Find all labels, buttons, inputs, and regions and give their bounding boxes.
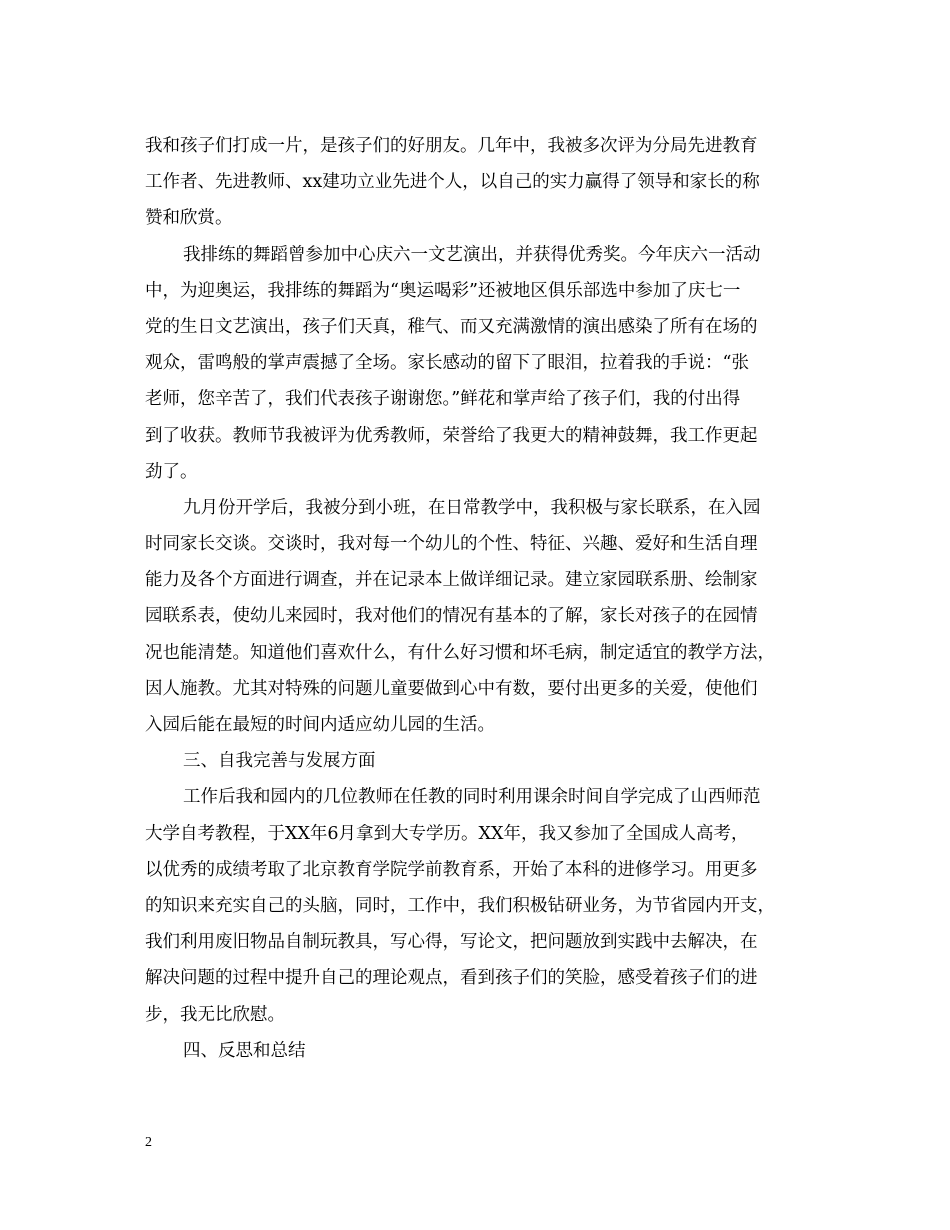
paragraph-first-line: 工作后我和园内的几位教师在任教的同时利用课余时间自学完成了山西师范 bbox=[183, 787, 761, 808]
text-line: 我们利用废旧物品自制玩教具，写心得，写论文，把问题放到实践中去解决，在 bbox=[145, 932, 758, 953]
text-line: 老师，您辛苦了，我们代表孩子谢谢您。”鲜花和掌声给了孩子们，我的付出得 bbox=[145, 389, 741, 410]
text-line: 入园后能在最短的时间内适应幼儿园的生活。 bbox=[145, 715, 495, 735]
text-line: 因人施教。尤其对特殊的问题儿童要做到心中有数，要付出更多的关爱，使他们 bbox=[145, 678, 758, 699]
text-line: 况也能清楚。知道他们喜欢什么，有什么好习惯和坏毛病，制定适宜的教学方法， bbox=[145, 642, 775, 663]
text-line: 的知识来充实自己的头脑，同时，工作中，我们积极钻研业务，为节省园内开支， bbox=[145, 895, 775, 916]
section-heading: 四、反思和总结 bbox=[183, 1040, 306, 1061]
text-line: 园联系表，使幼儿来园时，我对他们的情况有基本的了解，家长对孩子的在园情 bbox=[145, 606, 758, 627]
body-text bbox=[145, 128, 810, 1069]
text-line: 中，为迎奥运，我排练的舞蹈为“奥运喝彩”还被地区俱乐部选中参加了庆七一 bbox=[145, 280, 741, 301]
paragraph-first-line: 我排练的舞蹈曾参加中心庆六一文艺演出，并获得优秀奖。今年庆六一活动 bbox=[183, 244, 761, 265]
section-heading: 三、自我完善与发展方面 bbox=[183, 751, 376, 772]
text-line: 赞和欣赏。 bbox=[145, 208, 233, 229]
paragraph-first-line: 九月份开学后，我被分到小班，在日常教学中，我积极与家长联系，在入园 bbox=[183, 497, 761, 518]
text-line: 步，我无比欣慰。 bbox=[145, 1004, 285, 1025]
text-line: 时同家长交谈。交谈时，我对每一个幼儿的个性、特征、兴趣、爱好和生活自理 bbox=[145, 534, 758, 555]
text-line: 以优秀的成绩考取了北京教育学院学前教育系，开始了本科的进修学习。用更多 bbox=[145, 859, 758, 880]
text-line: 观众，雷鸣般的掌声震撼了全场。家长感动的留下了眼泪，拉着我的手说：“张 bbox=[145, 353, 749, 374]
text-line: 劲了。 bbox=[145, 461, 198, 482]
text-line: 能力及各个方面进行调查，并在记录本上做详细记录。建立家园联系册、绘制家 bbox=[145, 570, 758, 591]
text-line: 解决问题的过程中提升自己的理论观点，看到孩子们的笑脸，感受着孩子们的进 bbox=[145, 968, 758, 989]
text-line: 工作者、先进教师、xx建功立业先进个人，以自己的实力赢得了领导和家长的称 bbox=[145, 172, 760, 193]
text-line: 我和孩子们打成一片，是孩子们的好朋友。几年中，我被多次评为分局先进教育 bbox=[145, 136, 758, 156]
text-line: 到了收获。教师节我被评为优秀教师，荣誉给了我更大的精神鼓舞，我工作更起 bbox=[145, 425, 758, 446]
page-number: 2 bbox=[145, 1135, 152, 1150]
text-line: 大学自考教程，于XX年6月拿到大专学历。XX年，我又参加了全国成人高考， bbox=[145, 823, 749, 844]
text-line: 党的生日文艺演出，孩子们天真，稚气、而又充满激情的演出感染了所有在场的 bbox=[145, 316, 758, 337]
